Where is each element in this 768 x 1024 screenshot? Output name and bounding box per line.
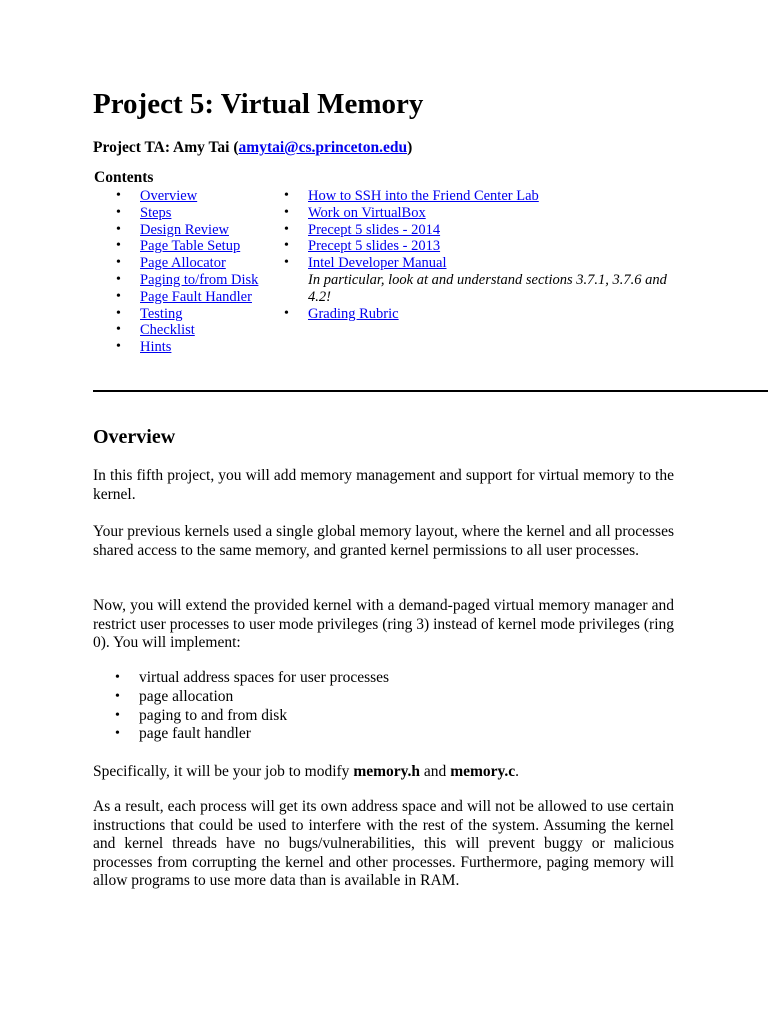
toc-link-page-fault-handler[interactable]: Page Fault Handler — [140, 288, 252, 305]
toc-item — [116, 322, 266, 339]
toc-link-grading-rubric[interactable]: Grading Rubric — [308, 305, 399, 322]
bullet-icon: • — [284, 204, 289, 220]
list-item-text: page fault handler — [139, 725, 251, 743]
bullet-icon: • — [284, 238, 289, 254]
bullet-icon: • — [284, 305, 289, 321]
toc-link-testing[interactable]: Testing — [140, 305, 183, 322]
contents-list-left — [116, 188, 266, 356]
bullet-icon: • — [116, 271, 121, 287]
bullet-icon: • — [116, 238, 121, 254]
bullet-icon: • — [115, 670, 120, 685]
bullet-icon: • — [115, 726, 120, 742]
toc-link-intel-manual[interactable]: Intel Developer Manual — [308, 255, 447, 272]
implementation-list — [115, 669, 390, 744]
toc-link-page-table-setup[interactable]: Page Table Setup — [140, 238, 241, 255]
list-item-text: virtual address spaces for user processes — [139, 669, 390, 686]
bullet-icon: • — [116, 188, 121, 203]
toc-item — [284, 305, 678, 323]
toc-item — [116, 305, 266, 323]
project-ta-line — [93, 138, 412, 158]
toc-link-precept-2013[interactable]: Precept 5 slides - 2013 — [308, 238, 441, 255]
toc-item — [284, 255, 678, 305]
toc-item — [116, 255, 266, 272]
memory-c-filename: memory.c — [450, 763, 516, 780]
overview-paragraph-2: Your previous kernels used a single global memory layout, where the kernel and all processes shared access to the same memory, and granted kernel permissions to all user processes. — [93, 523, 674, 559]
bullet-icon: • — [115, 707, 120, 723]
list-item — [115, 725, 389, 744]
ta-suffix: ) — [407, 139, 413, 156]
list-item-text: paging to and from disk — [139, 706, 288, 724]
contents-heading: Contents — [94, 169, 154, 186]
p4-text-e: . — [515, 763, 520, 780]
toc-item — [116, 288, 266, 306]
bullet-icon: • — [284, 188, 289, 203]
section-divider — [93, 390, 768, 392]
toc-link-precept-2014[interactable]: Precept 5 slides - 2014 — [308, 221, 441, 238]
toc-link-checklist[interactable]: Checklist — [140, 322, 195, 339]
toc-link-steps[interactable]: Steps — [140, 204, 172, 221]
toc-item — [284, 188, 678, 205]
bullet-icon: • — [116, 339, 121, 355]
bullet-icon: • — [116, 288, 121, 304]
list-item — [115, 687, 389, 707]
p4-text-c: and — [420, 763, 451, 780]
toc-link-design-review[interactable]: Design Review — [140, 221, 229, 238]
toc-item — [284, 204, 678, 222]
toc-item — [116, 188, 266, 205]
bullet-icon: • — [116, 204, 121, 220]
toc-item — [116, 221, 266, 239]
ta-email-link[interactable]: amytai@cs.princeton.edu — [238, 139, 408, 156]
contents-list-right — [284, 188, 678, 322]
bullet-icon: • — [116, 255, 121, 271]
bullet-icon: • — [115, 688, 120, 704]
ta-prefix: Project TA: Amy Tai ( — [93, 139, 239, 156]
page-title: Project 5: Virtual Memory — [93, 88, 424, 120]
toc-link-page-allocator[interactable]: Page Allocator — [140, 255, 226, 272]
toc-item — [284, 221, 678, 239]
toc-item — [284, 238, 678, 255]
toc-item — [116, 238, 266, 255]
list-item — [115, 706, 389, 726]
toc-item — [116, 204, 266, 222]
p4-text-a: Specifically, it will be your job to modify — [93, 763, 354, 780]
toc-item — [116, 271, 266, 289]
bullet-icon: • — [284, 221, 289, 237]
memory-h-filename: memory.h — [353, 763, 421, 780]
toc-item — [116, 339, 266, 356]
list-item — [115, 669, 390, 688]
bullet-icon: • — [116, 322, 121, 338]
toc-link-virtualbox[interactable]: Work on VirtualBox — [308, 204, 426, 221]
overview-heading: Overview — [93, 426, 176, 448]
overview-paragraph-3: Now, you will extend the provided kernel with a demand-paged virtual memory manager and restrict user processes to user mode privileges (ring 3) instead of kernel mode privileges (ring 0). You will implement: — [93, 597, 674, 652]
toc-link-paging-to-from-disk[interactable]: Paging to/from Disk — [140, 271, 259, 288]
toc-link-ssh-friend-center[interactable]: How to SSH into the Friend Center Lab — [308, 188, 539, 204]
toc-link-overview[interactable]: Overview — [140, 188, 198, 204]
overview-paragraph-1: In this fifth project, you will add memory management and support for virtual memory to the kernel. — [93, 467, 674, 503]
bullet-icon: • — [116, 221, 121, 237]
bullet-icon: • — [116, 305, 121, 321]
bullet-icon: • — [284, 255, 289, 271]
list-item-text: page allocation — [139, 687, 234, 705]
intel-manual-note: In particular, look at and understand sections 3.7.1, 3.7.6 and 4.2! — [308, 271, 667, 305]
overview-paragraph-5: As a result, each process will get its own address space and will not be allowed to use certain instructions that could be used to interfere with the rest of the system. Assuming the kernel and kernel threads have no bugs/vulnerabilities, this will prevent buggy or malicious processes from corrupting the kernel and other processes. Furthermore, paging memory will allow programs to use more data than is available in RAM. — [93, 798, 674, 890]
overview-paragraph-4 — [93, 763, 674, 782]
toc-link-hints[interactable]: Hints — [140, 339, 172, 356]
